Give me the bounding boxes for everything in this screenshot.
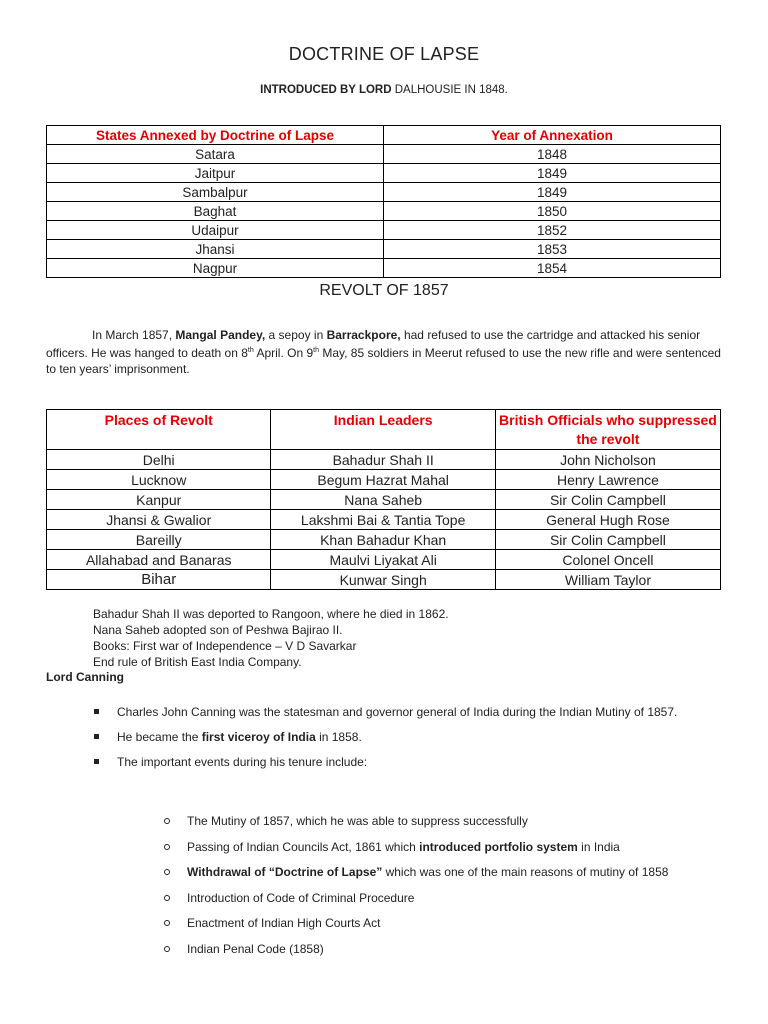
table-row [47, 510, 721, 530]
year-cell: 1849 [384, 164, 721, 183]
list-item-text: The Mutiny of 1857, which he was able to suppress successfully [187, 814, 528, 828]
list-item [162, 864, 722, 890]
place-cell: Jhansi & Gwalior [47, 510, 271, 530]
page-title: DOCTRINE OF LAPSE [288, 44, 480, 64]
page-subtitle [0, 84, 768, 96]
official-cell: Sir Colin Campbell [495, 530, 720, 550]
table-row [47, 145, 721, 164]
list-item [92, 729, 692, 745]
leader-cell: Khan Bahadur Khan [271, 530, 495, 550]
list-item [92, 754, 692, 770]
list-item-text: Indian Penal Code (1858) [187, 941, 324, 956]
paragraph-text: May, 85 soldiers in Meerut refused to use the new rifle and were sentenced to ten years’ imprisonment. [46, 346, 721, 376]
subtitle-rest: DALHOUSIE IN 1848. [391, 84, 508, 96]
circle-bullet-icon [164, 920, 170, 926]
official-cell: General Hugh Rose [495, 510, 720, 530]
section-heading-lord-canning: Lord Canning [46, 670, 124, 684]
leader-cell: Lakshmi Bai & Tantia Tope [271, 510, 495, 530]
list-item-bold: introduced portfolio system [419, 839, 578, 854]
table-row [47, 530, 721, 550]
circle-bullet-icon [164, 946, 170, 952]
place-cell: Kanpur [47, 490, 271, 510]
list-item-text: in India [577, 839, 620, 854]
list-item [162, 941, 722, 967]
doctrine-of-lapse-table [46, 125, 721, 278]
list-item-text: Charles John Canning was the statesman and governor general of India during the Indian Mutiny of 1857. [117, 705, 678, 719]
year-cell: 1852 [384, 221, 721, 240]
note-line: Bahadur Shah II was deported to Rangoon, where he died in 1862. [93, 607, 449, 621]
note-line: Books: First war of Independence – V D Savarkar [93, 639, 357, 653]
table-header-row [47, 126, 721, 145]
circle-bullet-icon [164, 869, 170, 875]
list-item-text: Introduction of Code of Criminal Procedure [187, 890, 415, 905]
state-cell: Satara [47, 145, 384, 164]
paragraph-text: April. On 9 [253, 346, 314, 360]
revolt-paragraph [46, 327, 726, 377]
square-bullet-icon [94, 709, 99, 714]
official-cell: Henry Lawrence [495, 470, 720, 490]
list-item-text: The important events during his tenure include: [117, 755, 368, 769]
table-row [47, 550, 721, 570]
paragraph-text: a sepoy in [265, 328, 327, 342]
list-item-text: in 1858. [315, 730, 362, 744]
table-row [47, 240, 721, 259]
official-cell: Colonel Oncell [495, 550, 720, 570]
section-title-revolt: REVOLT OF 1857 [319, 282, 449, 299]
revolt-notes [93, 606, 449, 670]
leader-cell: Bahadur Shah II [271, 450, 495, 470]
place-cell: Bihar [47, 570, 271, 590]
column-header: British Officials who suppressed the revolt [495, 410, 720, 450]
column-header: Year of Annexation [384, 126, 721, 145]
official-cell: William Taylor [495, 570, 720, 590]
year-cell: 1854 [384, 259, 721, 278]
table-row [47, 259, 721, 278]
list-item-text: which was one of the main reasons of mutiny of 1858 [382, 865, 669, 879]
year-cell: 1848 [384, 145, 721, 164]
table-row [47, 470, 721, 490]
table-row [47, 202, 721, 221]
table-row [47, 164, 721, 183]
list-item [162, 813, 722, 839]
place-cell: Allahabad and Banaras [47, 550, 271, 570]
paragraph-bold: Barrackpore, [326, 328, 401, 342]
tenure-events-list [162, 813, 722, 966]
circle-bullet-icon [164, 844, 170, 850]
note-line: Nana Saheb adopted son of Peshwa Bajirao II. [93, 623, 343, 637]
leader-cell: Begum Hazrat Mahal [271, 470, 495, 490]
table-row [47, 221, 721, 240]
state-cell: Baghat [47, 202, 384, 221]
official-cell: Sir Colin Campbell [495, 490, 720, 510]
column-header: Indian Leaders [271, 410, 495, 450]
state-cell: Jaitpur [47, 164, 384, 183]
state-cell: Udaipur [47, 221, 384, 240]
leader-cell: Nana Saheb [271, 490, 495, 510]
table-row [47, 450, 721, 470]
table-row [47, 183, 721, 202]
state-cell: Nagpur [47, 259, 384, 278]
list-item-text: He became the [117, 730, 202, 744]
revolt-places-table [46, 409, 721, 590]
square-bullet-icon [94, 759, 99, 764]
circle-bullet-icon [164, 818, 170, 824]
column-header: Places of Revolt [47, 410, 271, 450]
circle-bullet-icon [164, 895, 170, 901]
list-item [162, 839, 722, 865]
ordinal-suffix: th [313, 347, 319, 354]
state-cell: Sambalpur [47, 183, 384, 202]
square-bullet-icon [94, 734, 99, 739]
list-item-text: Enactment of Indian High Courts Act [187, 916, 381, 930]
note-line: End rule of British East India Company. [93, 655, 302, 669]
place-cell: Bareilly [47, 530, 271, 550]
state-cell: Jhansi [47, 240, 384, 259]
list-item [92, 704, 692, 720]
list-item-text: Passing of Indian Councils Act, 1861 which [187, 839, 420, 854]
ordinal-suffix: th [247, 347, 254, 354]
paragraph-bold: Mangal Pandey, [175, 328, 266, 342]
table-header-row [47, 410, 721, 450]
paragraph-text: had refused to use the cartridge and attacked his senior officers. He was hanged to death on 8 [46, 328, 701, 360]
column-header: States Annexed by Doctrine of Lapse [47, 126, 384, 145]
year-cell: 1850 [384, 202, 721, 221]
list-item [162, 890, 722, 916]
year-cell: 1853 [384, 240, 721, 259]
list-item-bold: Withdrawal of “Doctrine of Lapse” [187, 865, 383, 879]
subtitle-bold: INTRODUCED BY LORD [260, 84, 392, 96]
place-cell: Delhi [47, 450, 271, 470]
place-cell: Lucknow [47, 470, 271, 490]
year-cell: 1849 [384, 183, 721, 202]
leader-cell: Maulvi Liyakat Ali [271, 550, 495, 570]
table-row [47, 490, 721, 510]
list-item [162, 915, 722, 941]
list-item-bold: first viceroy of India [201, 730, 316, 744]
canning-bullet-list [92, 704, 692, 779]
table-row [47, 570, 721, 590]
leader-cell: Kunwar Singh [271, 570, 495, 590]
official-cell: John Nicholson [495, 450, 720, 470]
paragraph-text: In March 1857, [92, 328, 176, 342]
